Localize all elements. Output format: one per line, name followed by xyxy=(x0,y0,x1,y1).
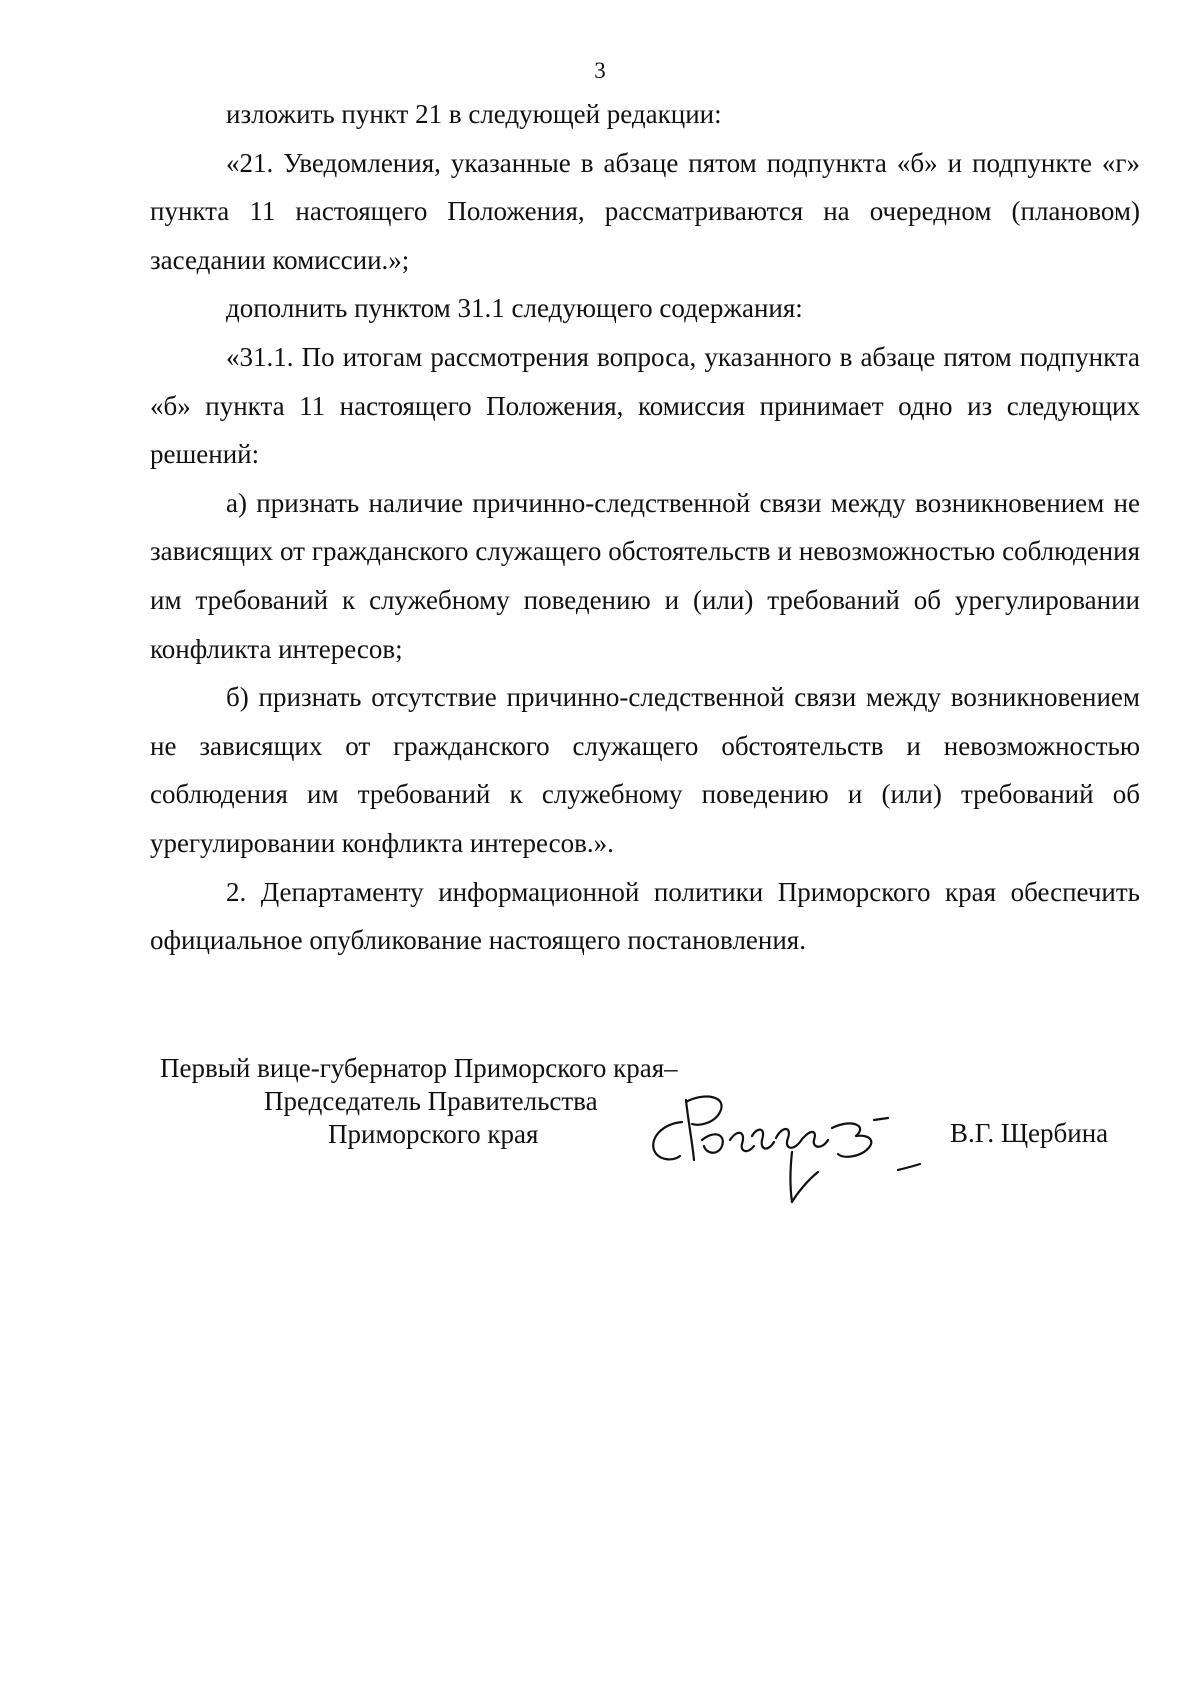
signatory-position-line-2: Председатель Правительства xyxy=(264,1086,598,1116)
signatory-position xyxy=(160,1052,720,1151)
paragraph-add-item-31-1: дополнить пунктом 31.1 следующего содержания: xyxy=(226,293,803,324)
signatory-name: В.Г. Щербина xyxy=(950,1118,1109,1148)
signatory-position-line-1: Первый вице-губернатор Приморского края– xyxy=(160,1053,678,1083)
paragraph-publication: 2. Департаменту информационной политики Приморского края обеспечить официальное опубликование настоящего постановления. xyxy=(150,876,1140,956)
signatory-position-line-3: Приморского края xyxy=(328,1119,539,1149)
handwritten-signature xyxy=(642,1080,922,1210)
paragraph-item-31-1-text: «31.1. По итогам рассмотрения вопроса, указанного в абзаце пятом подпункта «б» пункта 11 настоящего Положения, комиссия принимает одно из следующих решений: xyxy=(150,341,1140,470)
document-body xyxy=(150,90,1140,965)
paragraph-decision-b: б) признать отсутствие причинно-следственной связи между возникновением не зависящих от гражданского служащего обстоятельств и невозможностью соблюдения им требований к служебному поведению и (или) требований об урегулировании конфликта интересов.». xyxy=(150,682,1140,858)
paragraph-decision-a: а) признать наличие причинно-следственной связи между возникновением не зависящих от гражданского служащего обстоятельств и невозможностью соблюдения им требований к служебному поведению и (или) требований об урегулировании конфликта интересов; xyxy=(150,487,1140,664)
paragraph-item-21-text: «21. Уведомления, указанные в абзаце пятом подпункта «б» и подпункте «г» пункта 11 настоящего Положения, рассматриваются на очередном (плановом) заседании комиссии.»; xyxy=(150,147,1140,275)
page-number: 3 xyxy=(594,58,606,83)
paragraph-amend-item-21: изложить пункт 21 в следующей редакции: xyxy=(226,99,722,129)
